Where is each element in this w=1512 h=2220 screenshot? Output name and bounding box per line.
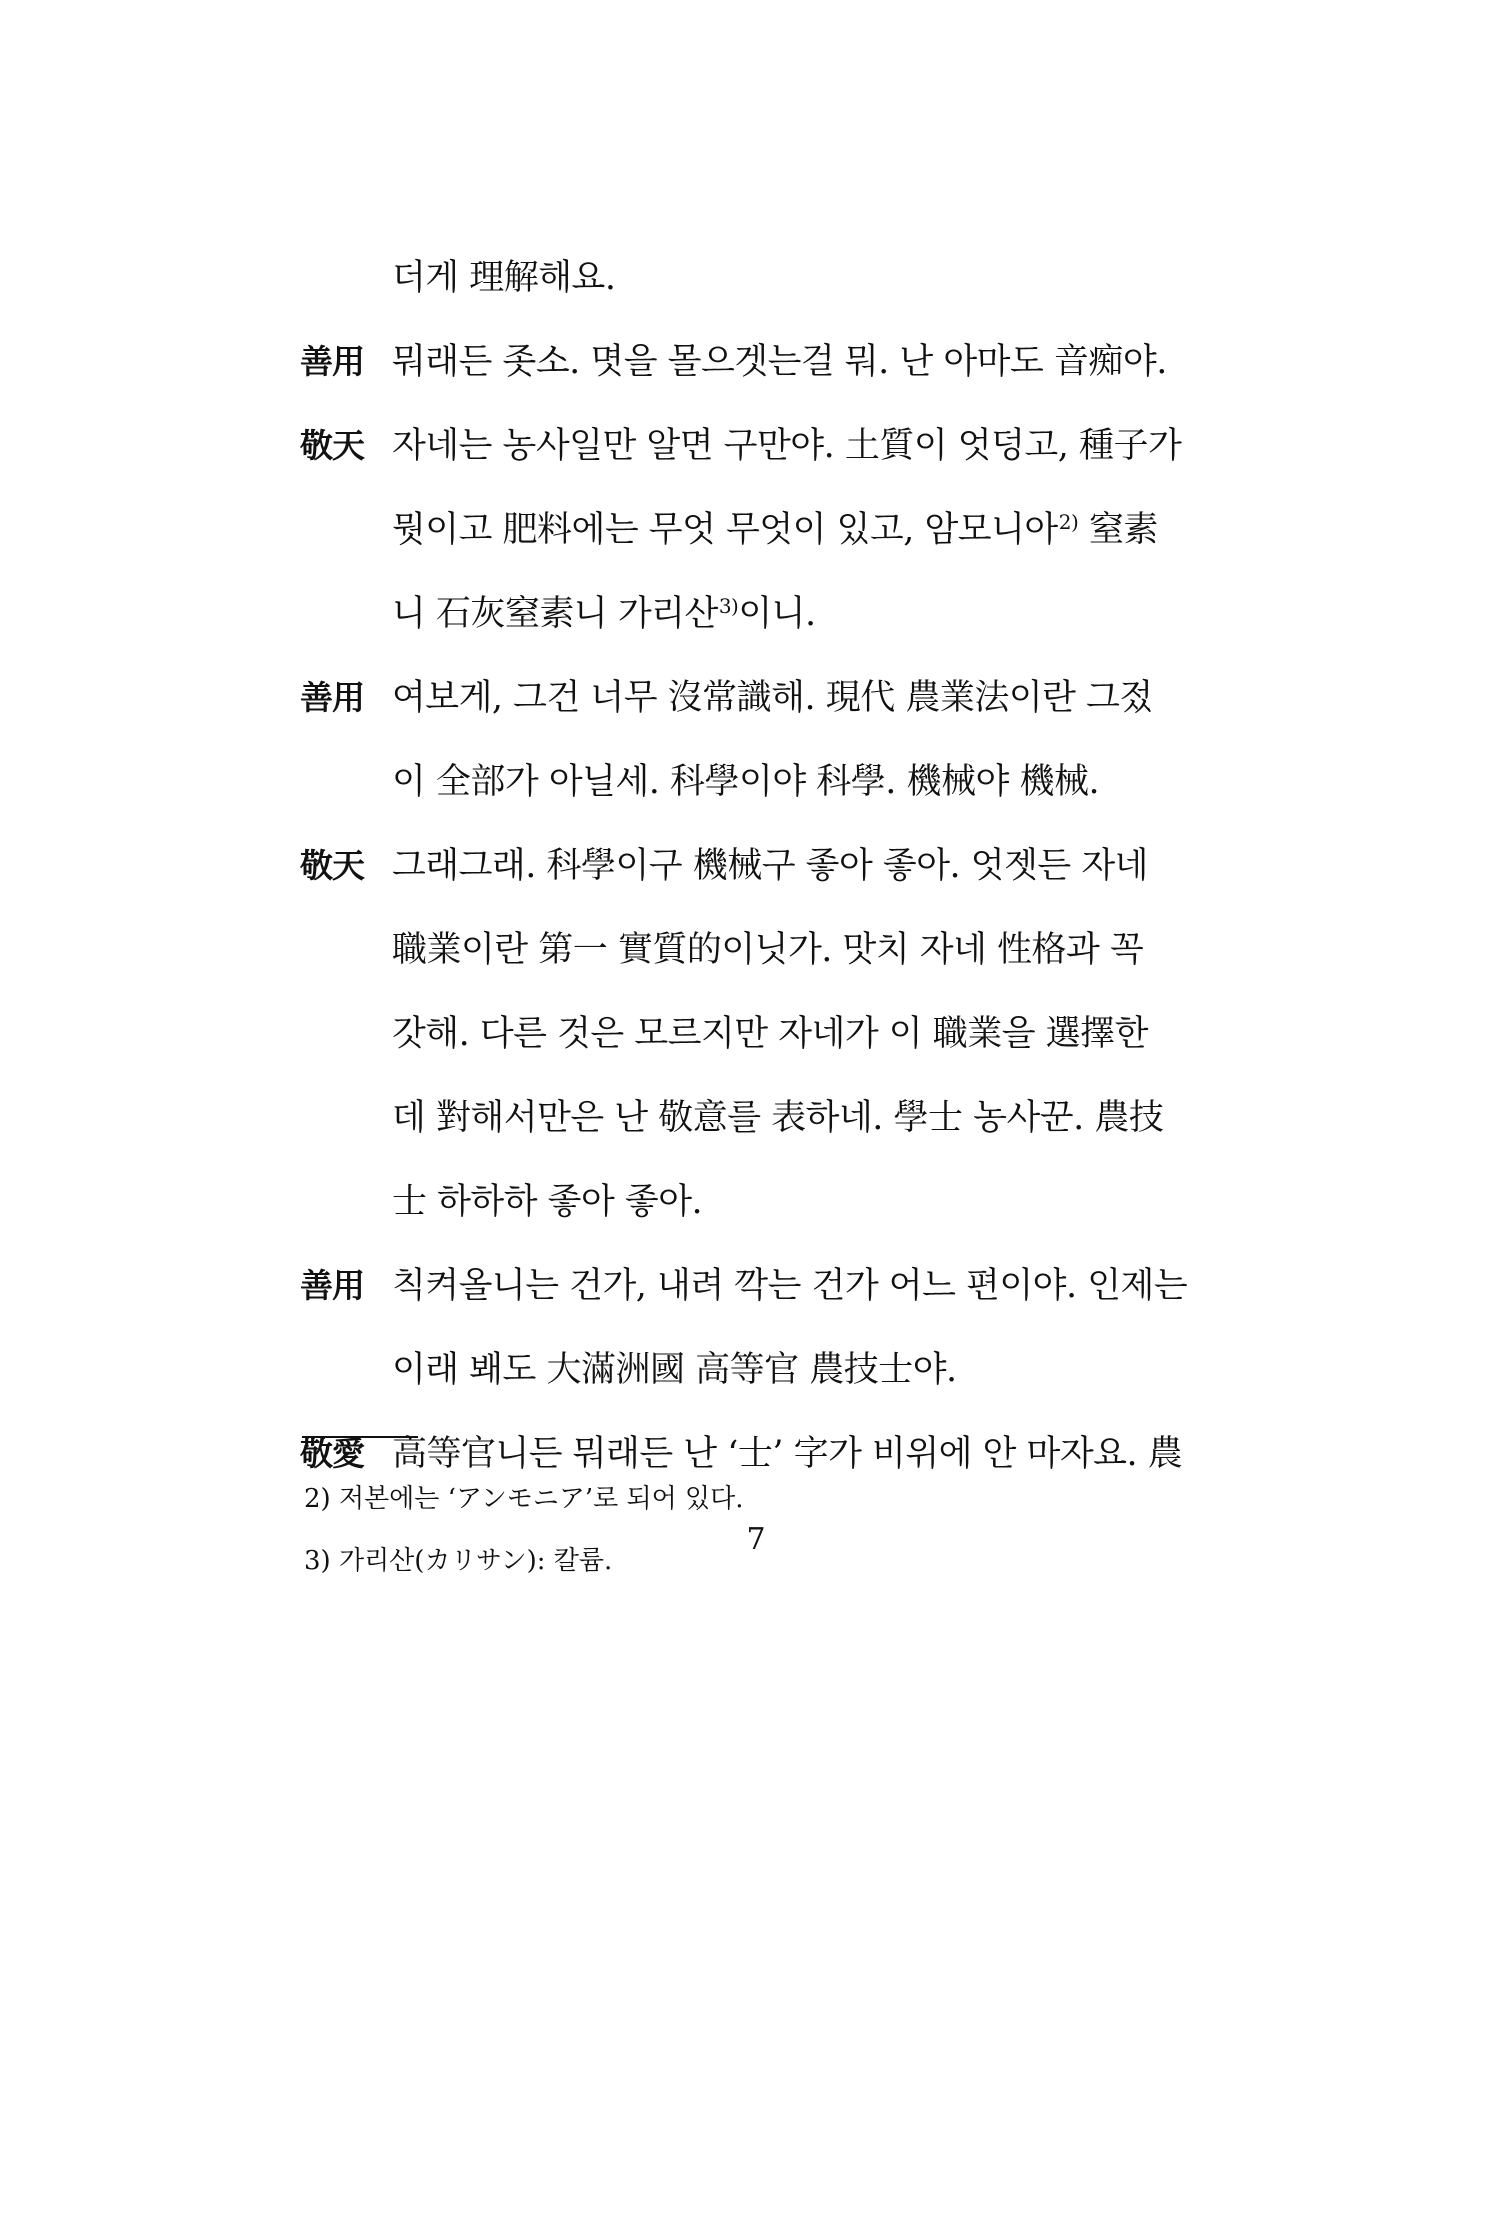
dialogue-line: 그래그래. 科學이구 機械구 좋아 좋아. 엇젯든 자네 [392, 846, 1148, 886]
dialogue-line: 자네는 농사일만 알면 구만야. 土質이 엇덩고, 種子가 [392, 426, 1182, 466]
line-text: 니 石灰窒素니 가리산 [392, 594, 718, 634]
footnote: 2) 저본에는 ‘アンモニア’로 되어 있다. [304, 1484, 744, 1514]
dialogue-line: 더게 理解해요. [392, 258, 616, 298]
dialogue-entry [300, 236, 1240, 320]
footnote-marker[interactable]: 2) [1058, 510, 1079, 534]
dialogue-line: 갓해. 다른 것은 모르지만 자네가 이 職業을 選擇한 [392, 1014, 1148, 1054]
dialogue-entry [300, 656, 1240, 824]
footnote-divider [302, 1436, 418, 1438]
speaker-name: 善用 [300, 678, 364, 717]
dialogue-line: 여보게, 그건 너무 沒常識해. 現代 農業法이란 그젔 [392, 678, 1153, 718]
dialogue-line [392, 488, 1240, 572]
line-text: 窒素 [1078, 510, 1158, 550]
speaker-name: 敬愛 [300, 1434, 364, 1473]
speaker-name: 敬天 [300, 426, 364, 465]
dialogue-line: 데 對해서만은 난 敬意를 表하네. 學士 농사꾼. 農技 [392, 1098, 1164, 1138]
dialogue-body [300, 236, 1240, 1496]
dialogue-entry [300, 320, 1240, 404]
dialogue-line: 高等官니든 뭐래든 난 ‘士’ 字가 비위에 안 마자요. 農 [392, 1434, 1183, 1474]
dialogue-line: 뭐래든 좃소. 몃을 몰으겟는걸 뭐. 난 아마도 音痴야. [392, 342, 1167, 382]
page-number: 7 [746, 1522, 766, 1557]
dialogue-line: 이 全部가 아닐세. 科學이야 科學. 機械야 機械. [392, 762, 1100, 802]
dialogue-line: 職業이란 第一 實質的이닛가. 맛치 자네 性格과 꼭 [392, 930, 1144, 970]
footnote: 3) 가리산(カリサン): 칼륨. [304, 1546, 613, 1576]
footnote-marker[interactable]: 3) [718, 594, 739, 618]
dialogue-entry [300, 404, 1240, 656]
dialogue-line: 士 하하하 좋아 좋아. [392, 1182, 703, 1222]
line-text: 뭣이고 肥料에는 무엇 무엇이 있고, 암모니아 [392, 510, 1058, 550]
dialogue-line [392, 572, 1240, 656]
dialogue-entry [300, 1244, 1240, 1412]
dialogue-entry [300, 824, 1240, 1244]
dialogue-line: 칙켜올니는 건가, 내려 깍는 건가 어느 편이야. 인제는 [392, 1266, 1188, 1306]
speaker-name: 善用 [300, 342, 364, 381]
line-text: 이니. [738, 594, 816, 634]
speaker-name: 敬天 [300, 846, 364, 885]
speaker-name: 善用 [300, 1266, 364, 1305]
dialogue-line: 이래 봬도 大滿洲國 高等官 農技士야. [392, 1350, 957, 1390]
